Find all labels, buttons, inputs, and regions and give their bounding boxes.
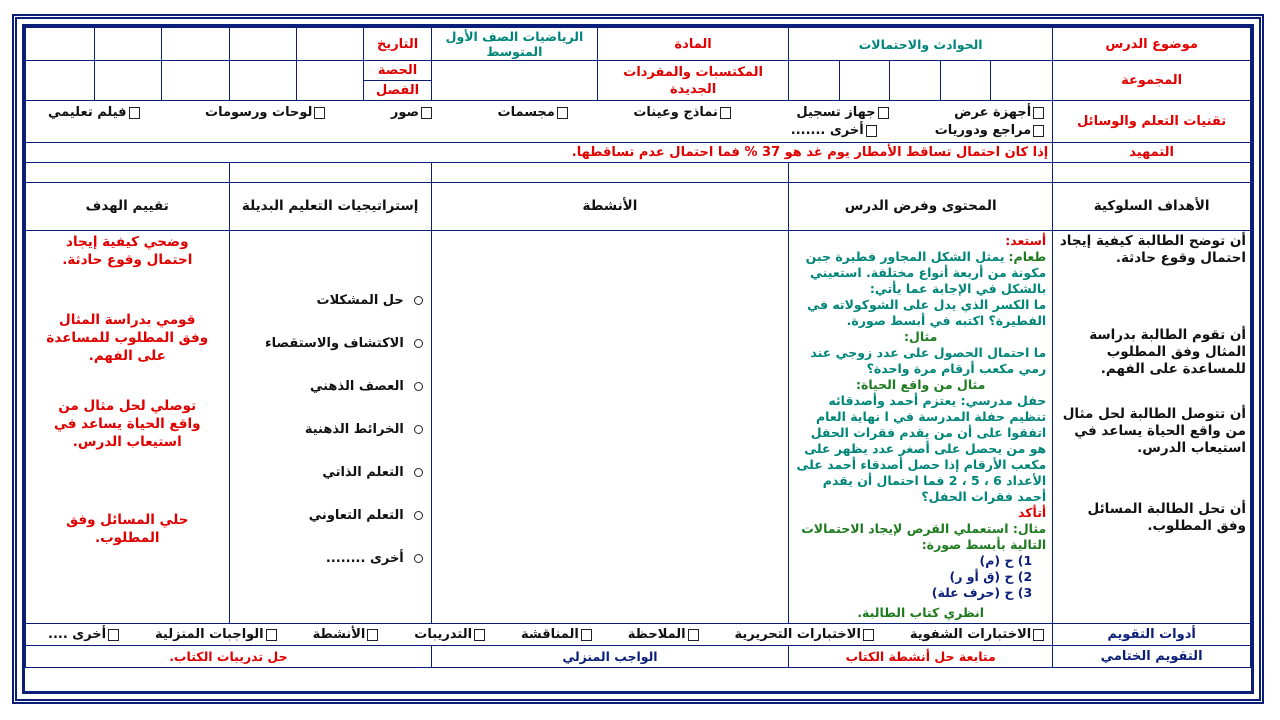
probability-item: 1) ح (م) <box>979 553 1033 568</box>
strategies-cell <box>229 231 431 624</box>
assessment-option[interactable]: الاختبارات الشفوية <box>910 627 1044 642</box>
food-text: يمثل الشكل المجاور فطيرة جبن مكونة من أربعة أنواع مختلفة. استعيني بالشكل في الإجابة عما يأتي: <box>805 249 1047 296</box>
strategy-item[interactable]: الاكتشاف والاستقصاء <box>234 322 423 365</box>
checkbox-icon <box>421 107 432 119</box>
evaluation-item: وضحي كيفية إيجاد احتمال وقوع حادثة. <box>62 234 193 268</box>
strategy-item[interactable]: حل المشكلات <box>234 279 423 322</box>
example-label: مثال: <box>903 329 938 344</box>
checkbox-icon <box>314 107 325 119</box>
evaluation-cell <box>26 231 230 624</box>
intro-label: التمهيد <box>1053 143 1251 163</box>
session-label: الحصة <box>364 61 431 81</box>
prepare-label: أستعد: <box>1005 233 1047 248</box>
date-label: التاريخ <box>364 28 431 61</box>
circle-bullet-icon <box>414 339 423 348</box>
checkbox-icon <box>720 107 731 119</box>
spacer-cell <box>26 163 230 183</box>
checkbox-icon <box>866 125 877 137</box>
group-cell[interactable] <box>940 61 991 101</box>
objective-item: أن تقوم الطالبة بدراسة المثال وفق المطلوب للمساعدة على الفهم. <box>1089 327 1246 377</box>
checkbox-icon <box>129 107 140 119</box>
content-cell <box>789 231 1053 624</box>
real-life-text: حفل مدرسي: يعتزم أحمد وأصدقائه تنظيم حفلة المدرسة في ا نهاية العام اتفقوا على أن من يقدم فقرات الحفل هو من يحصل على أصغر عدد يظهر على مكعب الأرقام إذا حصل أصدقاء أحمد على الأعداد 6 ، 5 ، 2 فما احتمال أن يقدم أحمد فقرات الحفل؟ <box>796 393 1047 504</box>
tech-option-recorder[interactable]: جهاز تسجيل <box>796 105 888 120</box>
tech-label: تقنيات التعلم والوسائل <box>1053 101 1251 143</box>
assessment-label: أدوات التقويم <box>1053 624 1251 646</box>
tech-option-projector[interactable]: أجهزة عرض <box>954 105 1044 120</box>
assessment-option[interactable]: الأنشطة <box>313 627 379 642</box>
spacer-cell <box>789 163 1053 183</box>
spacer-cell <box>1053 163 1251 183</box>
probability-list <box>795 553 1046 601</box>
group-cell[interactable] <box>839 61 890 101</box>
checkbox-icon <box>367 629 378 641</box>
final-followup: متابعة حل أنشطة الكتاب <box>789 646 1053 668</box>
lesson-plan-sheet <box>22 24 1254 694</box>
checkbox-icon <box>474 629 485 641</box>
final-evaluation-label: التقويم الختامي <box>1053 646 1251 668</box>
spacer-cell <box>229 163 431 183</box>
class-label: الفصل <box>364 81 431 101</box>
new-terms-value[interactable] <box>431 61 597 101</box>
food-label: طعام: <box>1008 249 1047 264</box>
circle-bullet-icon <box>414 554 423 563</box>
group-cell[interactable] <box>789 61 840 101</box>
checkbox-icon <box>878 107 889 119</box>
checkbox-icon <box>266 629 277 641</box>
strategy-item[interactable]: الخرائط الذهنية <box>234 408 423 451</box>
checkbox-icon <box>863 629 874 641</box>
objective-item: أن تتوصل الطالبة لحل مثال من واقع الحياة يساعد في استيعاب الدرس. <box>1062 406 1246 456</box>
example-text: ما احتمال الحصول على عدد زوجي عند رمي مكعب أرقام مرة واحدة؟ <box>810 345 1047 376</box>
assessment-option[interactable]: أخرى .... <box>48 627 119 642</box>
strategy-item[interactable]: أخرى ........ <box>234 537 423 580</box>
tech-options <box>26 101 1053 143</box>
activities-cell[interactable] <box>431 231 788 624</box>
real-life-label: مثال من واقع الحياة: <box>855 377 986 392</box>
group-label: المجموعة <box>1053 61 1251 101</box>
strategy-item[interactable]: العصف الذهني <box>234 365 423 408</box>
checkbox-icon <box>557 107 568 119</box>
subject-value: الرياضيات الصف الأول المتوسط <box>431 28 597 61</box>
checkbox-icon <box>108 629 119 641</box>
session-cell[interactable] <box>26 61 95 101</box>
question-1: ما الكسر الذي يدل على الشوكولاته في الفطيرة؟ اكتبه في أبسط صورة. <box>807 297 1047 328</box>
assessment-option[interactable]: الواجبات المنزلية <box>155 627 277 642</box>
evaluation-item: حلي المسائل وفق المطلوب. <box>66 512 189 546</box>
assessment-option[interactable]: التدريبات <box>414 627 485 642</box>
objectives-header: الأهداف السلوكية <box>1053 183 1251 231</box>
assessment-option[interactable]: المناقشة <box>521 627 592 642</box>
evaluation-item: قومي بدراسة المثال وفق المطلوب للمساعدة على الفهم. <box>46 312 209 364</box>
probability-item: 3) ح (حرف علة) <box>931 585 1033 600</box>
date-cell[interactable] <box>229 28 296 61</box>
tech-option-models[interactable]: نماذج وعينات <box>633 105 731 120</box>
checkbox-icon <box>1033 629 1044 641</box>
tech-option-pictures[interactable]: صور <box>391 105 432 120</box>
objective-item: أن توضح الطالبة كيفية إيجاد احتمال وقوع حادثة. <box>1059 233 1246 266</box>
date-cell[interactable] <box>296 28 363 61</box>
tech-option-references[interactable]: مراجع ودوريات <box>935 123 1045 138</box>
lesson-topic-value: الحوادث والاحتمالات <box>789 28 1053 61</box>
objective-item: أن تحل الطالبة المسائل وفق المطلوب. <box>1087 501 1246 534</box>
spacer-cell <box>431 163 788 183</box>
evaluation-item: توصلي لحل مثال من واقع الحياة يساعد في استيعاب الدرس. <box>53 398 201 450</box>
session-cell[interactable] <box>94 61 161 101</box>
new-terms-label: المكتسبات والمفردات الجديدة <box>598 61 789 101</box>
date-cell[interactable] <box>162 28 229 61</box>
probability-item: 2) ح (ق أو ر) <box>949 569 1033 584</box>
lesson-plan-table <box>25 27 1251 668</box>
content-header: المحتوى وفرض الدرس <box>789 183 1053 231</box>
checkbox-icon <box>688 629 699 641</box>
checkbox-icon <box>1033 125 1044 137</box>
strategies-header: إستراتيجيات التعليم البديلة <box>229 183 431 231</box>
date-cell[interactable] <box>94 28 161 61</box>
session-cell[interactable] <box>296 61 363 101</box>
tech-option-other[interactable]: أخرى ....... <box>791 123 877 138</box>
tech-option-film[interactable]: فيلم تعليمي <box>48 105 140 120</box>
checkbox-icon <box>581 629 592 641</box>
objectives-cell <box>1053 231 1251 624</box>
evaluation-header: تقييم الهدف <box>26 183 230 231</box>
strategy-item[interactable]: التعلم الذاتي <box>234 451 423 494</box>
checkbox-icon <box>1033 107 1044 119</box>
assessment-option[interactable]: الاختبارات التحريرية <box>735 627 874 642</box>
circle-bullet-icon <box>414 425 423 434</box>
activities-header: الأنشطة <box>431 183 788 231</box>
tech-option-boards[interactable]: لوحات ورسومات <box>205 105 325 120</box>
lesson-topic-label: موضوع الدرس <box>1053 28 1251 61</box>
strategy-item[interactable]: التعلم التعاوني <box>234 494 423 537</box>
circle-bullet-icon <box>414 296 423 305</box>
intro-text: إذا كان احتمال تساقط الأمطار يوم غد هو 37 % فما احتمال عدم تساقطها. <box>26 143 1053 163</box>
session-cell[interactable] <box>162 61 229 101</box>
book-note: انظري كتاب الطالبة. <box>857 605 985 620</box>
circle-bullet-icon <box>414 382 423 391</box>
confirm-text: مثال: استعملي القرص لإيجاد الاحتمالات التالية بأبسط صورة: <box>801 521 1047 552</box>
group-cell[interactable] <box>890 61 941 101</box>
assessment-options <box>26 624 1053 646</box>
assessment-option[interactable]: الملاحظة <box>628 627 699 642</box>
circle-bullet-icon <box>414 468 423 477</box>
homework-value: حل تدريبات الكتاب. <box>26 646 432 668</box>
homework-label: الواجب المنزلي <box>431 646 788 668</box>
tech-option-solids[interactable]: مجسمات <box>498 105 568 120</box>
group-cell[interactable] <box>991 61 1053 101</box>
subject-label: المادة <box>598 28 789 61</box>
session-cell[interactable] <box>229 61 296 101</box>
circle-bullet-icon <box>414 511 423 520</box>
date-cell[interactable] <box>26 28 95 61</box>
confirm-label: أتأكد <box>1018 505 1047 520</box>
